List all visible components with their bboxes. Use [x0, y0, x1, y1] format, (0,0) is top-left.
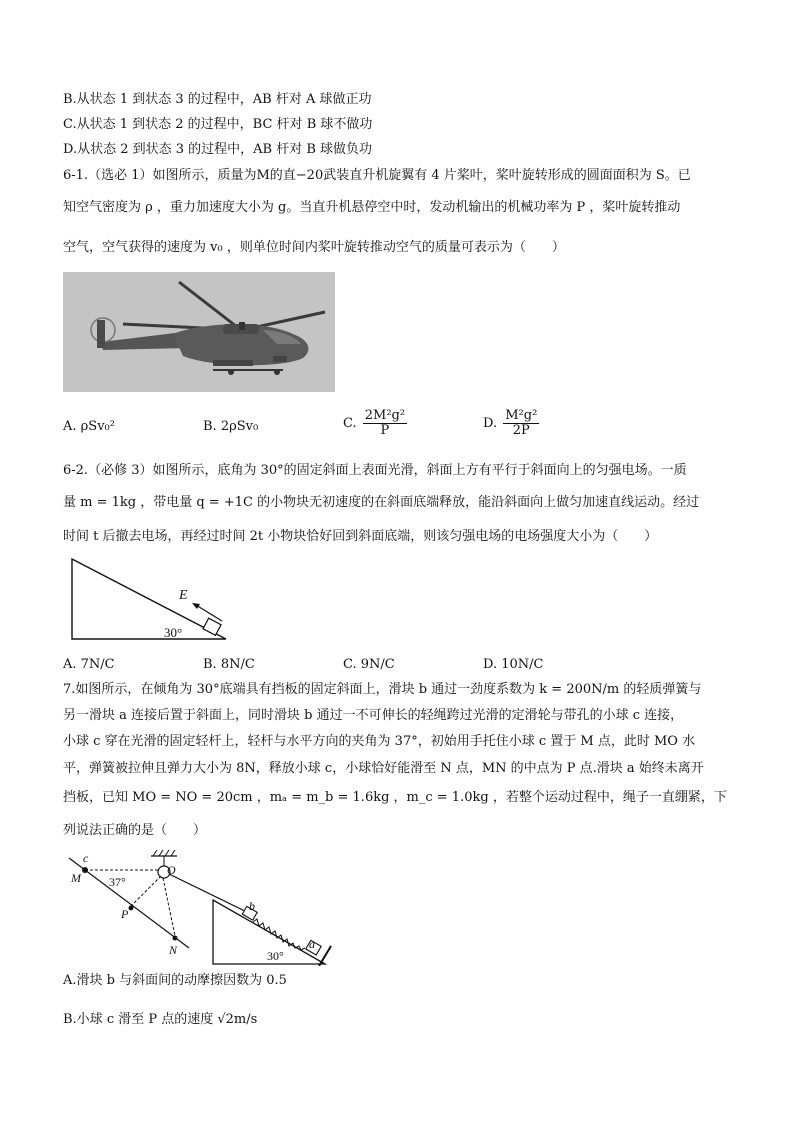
q62-text-line3: 时间 t 后撤去电场，再经过时间 2t 小物块恰好回到斜面底端，则该匀强电场的电场强度大小为（ ） [63, 529, 658, 544]
q7-label-m: M [71, 871, 81, 885]
q62-angle-label: 30° [164, 625, 183, 640]
q61-option-c-label: C. [343, 416, 357, 431]
q61-text-line1: 6-1.（选必 1）如图所示，质量为M的直−20武装直升机旋翼有 4 片桨叶，桨叶旋转形成的圆面面积为 S。已 [63, 168, 691, 183]
option-b-prev: B.从状态 1 到状态 3 的过程中，AB 杆对 A 球做正功 [63, 92, 372, 107]
q61-option-d-fraction [503, 409, 539, 438]
q7-diagram [63, 848, 333, 966]
q61-option-b: B. 2ρSv₀ [203, 419, 259, 434]
option-d-prev: D.从状态 2 到状态 3 的过程中，AB 杆对 B 球做负功 [63, 142, 373, 157]
q7-label-a: a [309, 937, 315, 951]
q7-text-line4: 平，弹簧被拉伸且弹力大小为 8N，释放小球 c，小球恰好能滑至 N 点，MN 的中点为 P 点.滑块 a 始终未离开 [63, 761, 704, 776]
q62-option-b: B. 8N/C [203, 657, 255, 672]
q7-label-n: N [169, 943, 178, 957]
q62-option-d: D. 10N/C [483, 657, 544, 672]
q7-angle-37: 37° [109, 875, 126, 889]
q62-text-line1: 6-2.（必修 3）如图所示，底角为 30°的固定斜面上表面光滑，斜面上方有平行于斜面向上的匀强电场。一质 [63, 463, 687, 478]
q62-text-line2: 量 m = 1kg ，带电量 q = +1C 的小物块无初速度的在斜面底端释放，能沿斜面向上做匀加速直线运动。经过 [63, 495, 700, 510]
q62-option-a: A. 7N/C [63, 657, 115, 672]
q7-label-c: c [83, 851, 89, 865]
q61-option-d-denominator: 2P [512, 423, 530, 438]
q7-text-line5: 挡板，已知 MO = NO = 20cm ，mₐ = m_b = 1.6kg ，m_c = 1.0kg ，若整个运动过程中，绳子一直绷紧，下 [63, 790, 727, 805]
q62-field-label: E [179, 588, 188, 603]
q62-option-c: C. 9N/C [343, 657, 395, 672]
q61-option-c-denominator: P [380, 423, 390, 438]
q7-text-line6: 列说法正确的是（ ） [63, 823, 207, 838]
q61-text-line3: 空气，空气获得的速度为 v₀ ，则单位时间内桨叶旋转推动空气的质量可表示为（ ） [63, 240, 565, 255]
q7-label-b: b [249, 899, 255, 913]
q62-incline-diagram [66, 555, 231, 643]
q61-option-d-label: D. [483, 416, 498, 431]
q7-label-p: P [121, 907, 129, 921]
q7-angle-30: 30° [267, 949, 284, 963]
q61-option-c-numerator: 2M²g² [364, 408, 406, 423]
q7-text-line2: 另一滑块 a 连接后置于斜面上，同时滑块 b 通过一不可伸长的轻绳跨过光滑的定滑轮与带孔的小球 c 连接， [63, 708, 684, 723]
helicopter-icon [63, 272, 335, 392]
q7-label-o: O [167, 863, 176, 877]
helicopter-photo [63, 272, 335, 392]
q61-option-a: A. ρSv₀² [63, 419, 115, 434]
q61-option-c [343, 409, 409, 438]
q7-option-a: A.滑块 b 与斜面间的动摩擦因数为 0.5 [63, 973, 287, 988]
q61-option-d-numerator: M²g² [505, 408, 538, 423]
q7-text-line3: 小球 c 穿在光滑的固定轻杆上，轻杆与水平方向的夹角为 37°，初始用手托住小球 c 置于 M 点，此时 MO 水 [63, 734, 696, 749]
q61-option-d [483, 409, 541, 438]
q7-option-b: B.小球 c 滑至 P 点的速度 √2m/s [63, 1012, 258, 1027]
option-c-prev: C.从状态 1 到状态 2 的过程中，BC 杆对 B 球不做功 [63, 117, 373, 132]
q7-text-line1: 7.如图所示，在倾角为 30°底端具有挡板的固定斜面上，滑块 b 通过一劲度系数为 k = 200N/m 的轻质弹簧与 [63, 682, 702, 697]
q61-option-c-fraction [363, 409, 407, 438]
q61-text-line2: 知空气密度为 ρ ，重力加速度大小为 g。当直升机悬停空中时，发动机输出的机械功率为 P ，桨叶旋转推动 [63, 200, 681, 215]
